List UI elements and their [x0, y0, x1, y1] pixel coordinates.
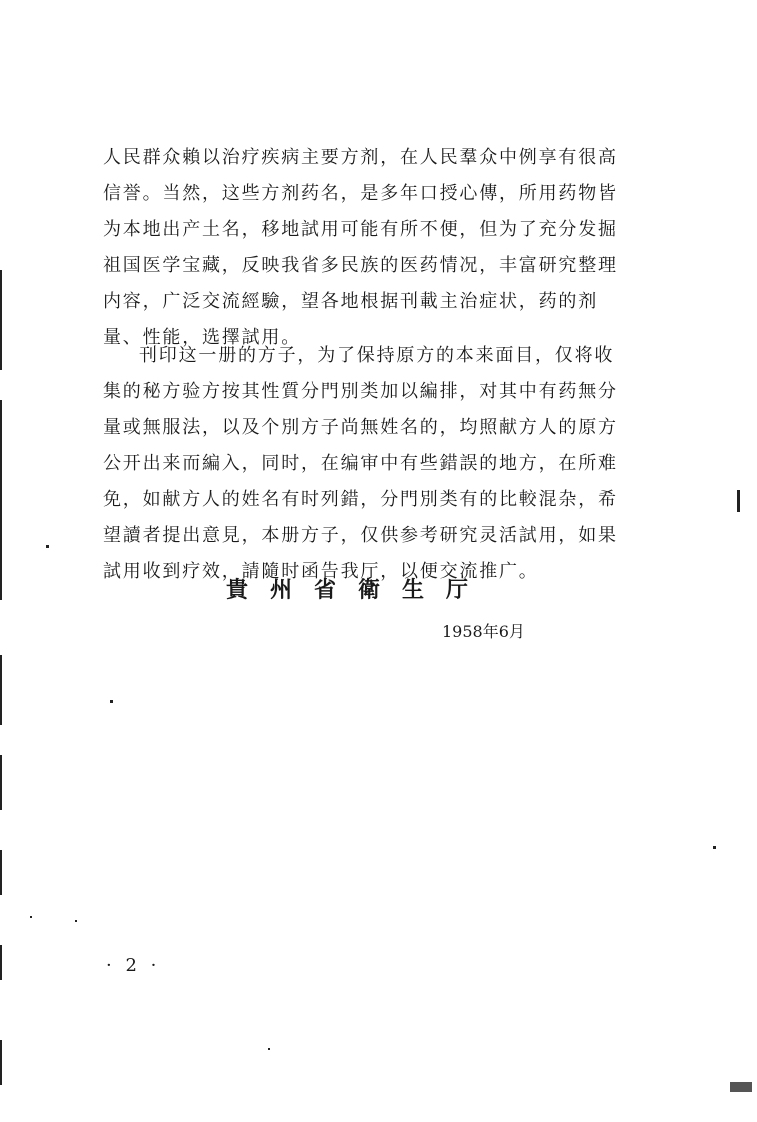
paragraph-2-line: 量或無服法，以及个別方子尚無姓名的，均照献方人的原方: [103, 417, 618, 438]
scan-mark-left-3: [0, 655, 2, 725]
paragraph-2-line: 刊印这一册的方子，为了保持原方的本来面目，仅将收: [139, 345, 615, 366]
scan-speck: [730, 1082, 752, 1092]
scan-mark-left-6: [0, 945, 2, 980]
paragraph-1-line: 为本地出产土名，移地試用可能有所不便，但为了充分发掘: [103, 219, 618, 240]
paragraph-2: [103, 338, 618, 590]
scan-speck: [713, 846, 716, 849]
paragraph-2-line: 集的秘方验方按其性質分門別类加以編排，对其中有药無分: [103, 381, 618, 402]
paragraph-1-line: 祖国医学宝藏，反映我省多民族的医药情况，丰富研究整理: [103, 255, 618, 276]
paragraph-2-line: 望讀者提出意見，本册方子，仅供参考研究灵活試用，如果: [103, 525, 618, 546]
scan-speck: [268, 1048, 270, 1050]
paragraph-1-line: 量、性能，选擇試用。: [103, 327, 301, 348]
scan-mark-left-4: [0, 755, 2, 810]
scan-mark-left-1: [0, 270, 2, 370]
scan-speck: [737, 490, 740, 512]
organization-signature: 貴州省衛生厅: [226, 577, 491, 603]
scan-speck: [110, 700, 113, 703]
paragraph-1-line: 内容，广泛交流經驗，望各地根据刊載主治症状，药的剂: [103, 291, 598, 312]
scan-mark-left-5: [0, 850, 2, 895]
scan-mark-left-2: [0, 400, 2, 600]
scan-speck: [46, 545, 49, 548]
signature-date: 1958年6月: [442, 622, 525, 641]
page-number: · 2 ·: [106, 955, 161, 976]
paragraph-2-line: 免，如献方人的姓名有时列錯，分門別类有的比較混杂，希: [103, 489, 618, 510]
scan-speck: [30, 916, 32, 918]
scan-speck: [75, 920, 77, 922]
scan-mark-left-7: [0, 1040, 2, 1085]
paragraph-2-line: 試用收到疗效，請隨时函告我厅，以便交流推广。: [103, 561, 539, 582]
paragraph-1-line: 信誉。当然，这些方剂药名，是多年口授心傳，所用药物皆: [103, 183, 618, 204]
paragraph-1: [103, 140, 618, 356]
paragraph-1-line: 人民群众賴以治疗疾病主要方剂，在人民羣众中例享有很高: [103, 147, 618, 168]
paragraph-2-line: 公开出来而編入，同时，在编审中有些錯誤的地方，在所难: [103, 453, 618, 474]
